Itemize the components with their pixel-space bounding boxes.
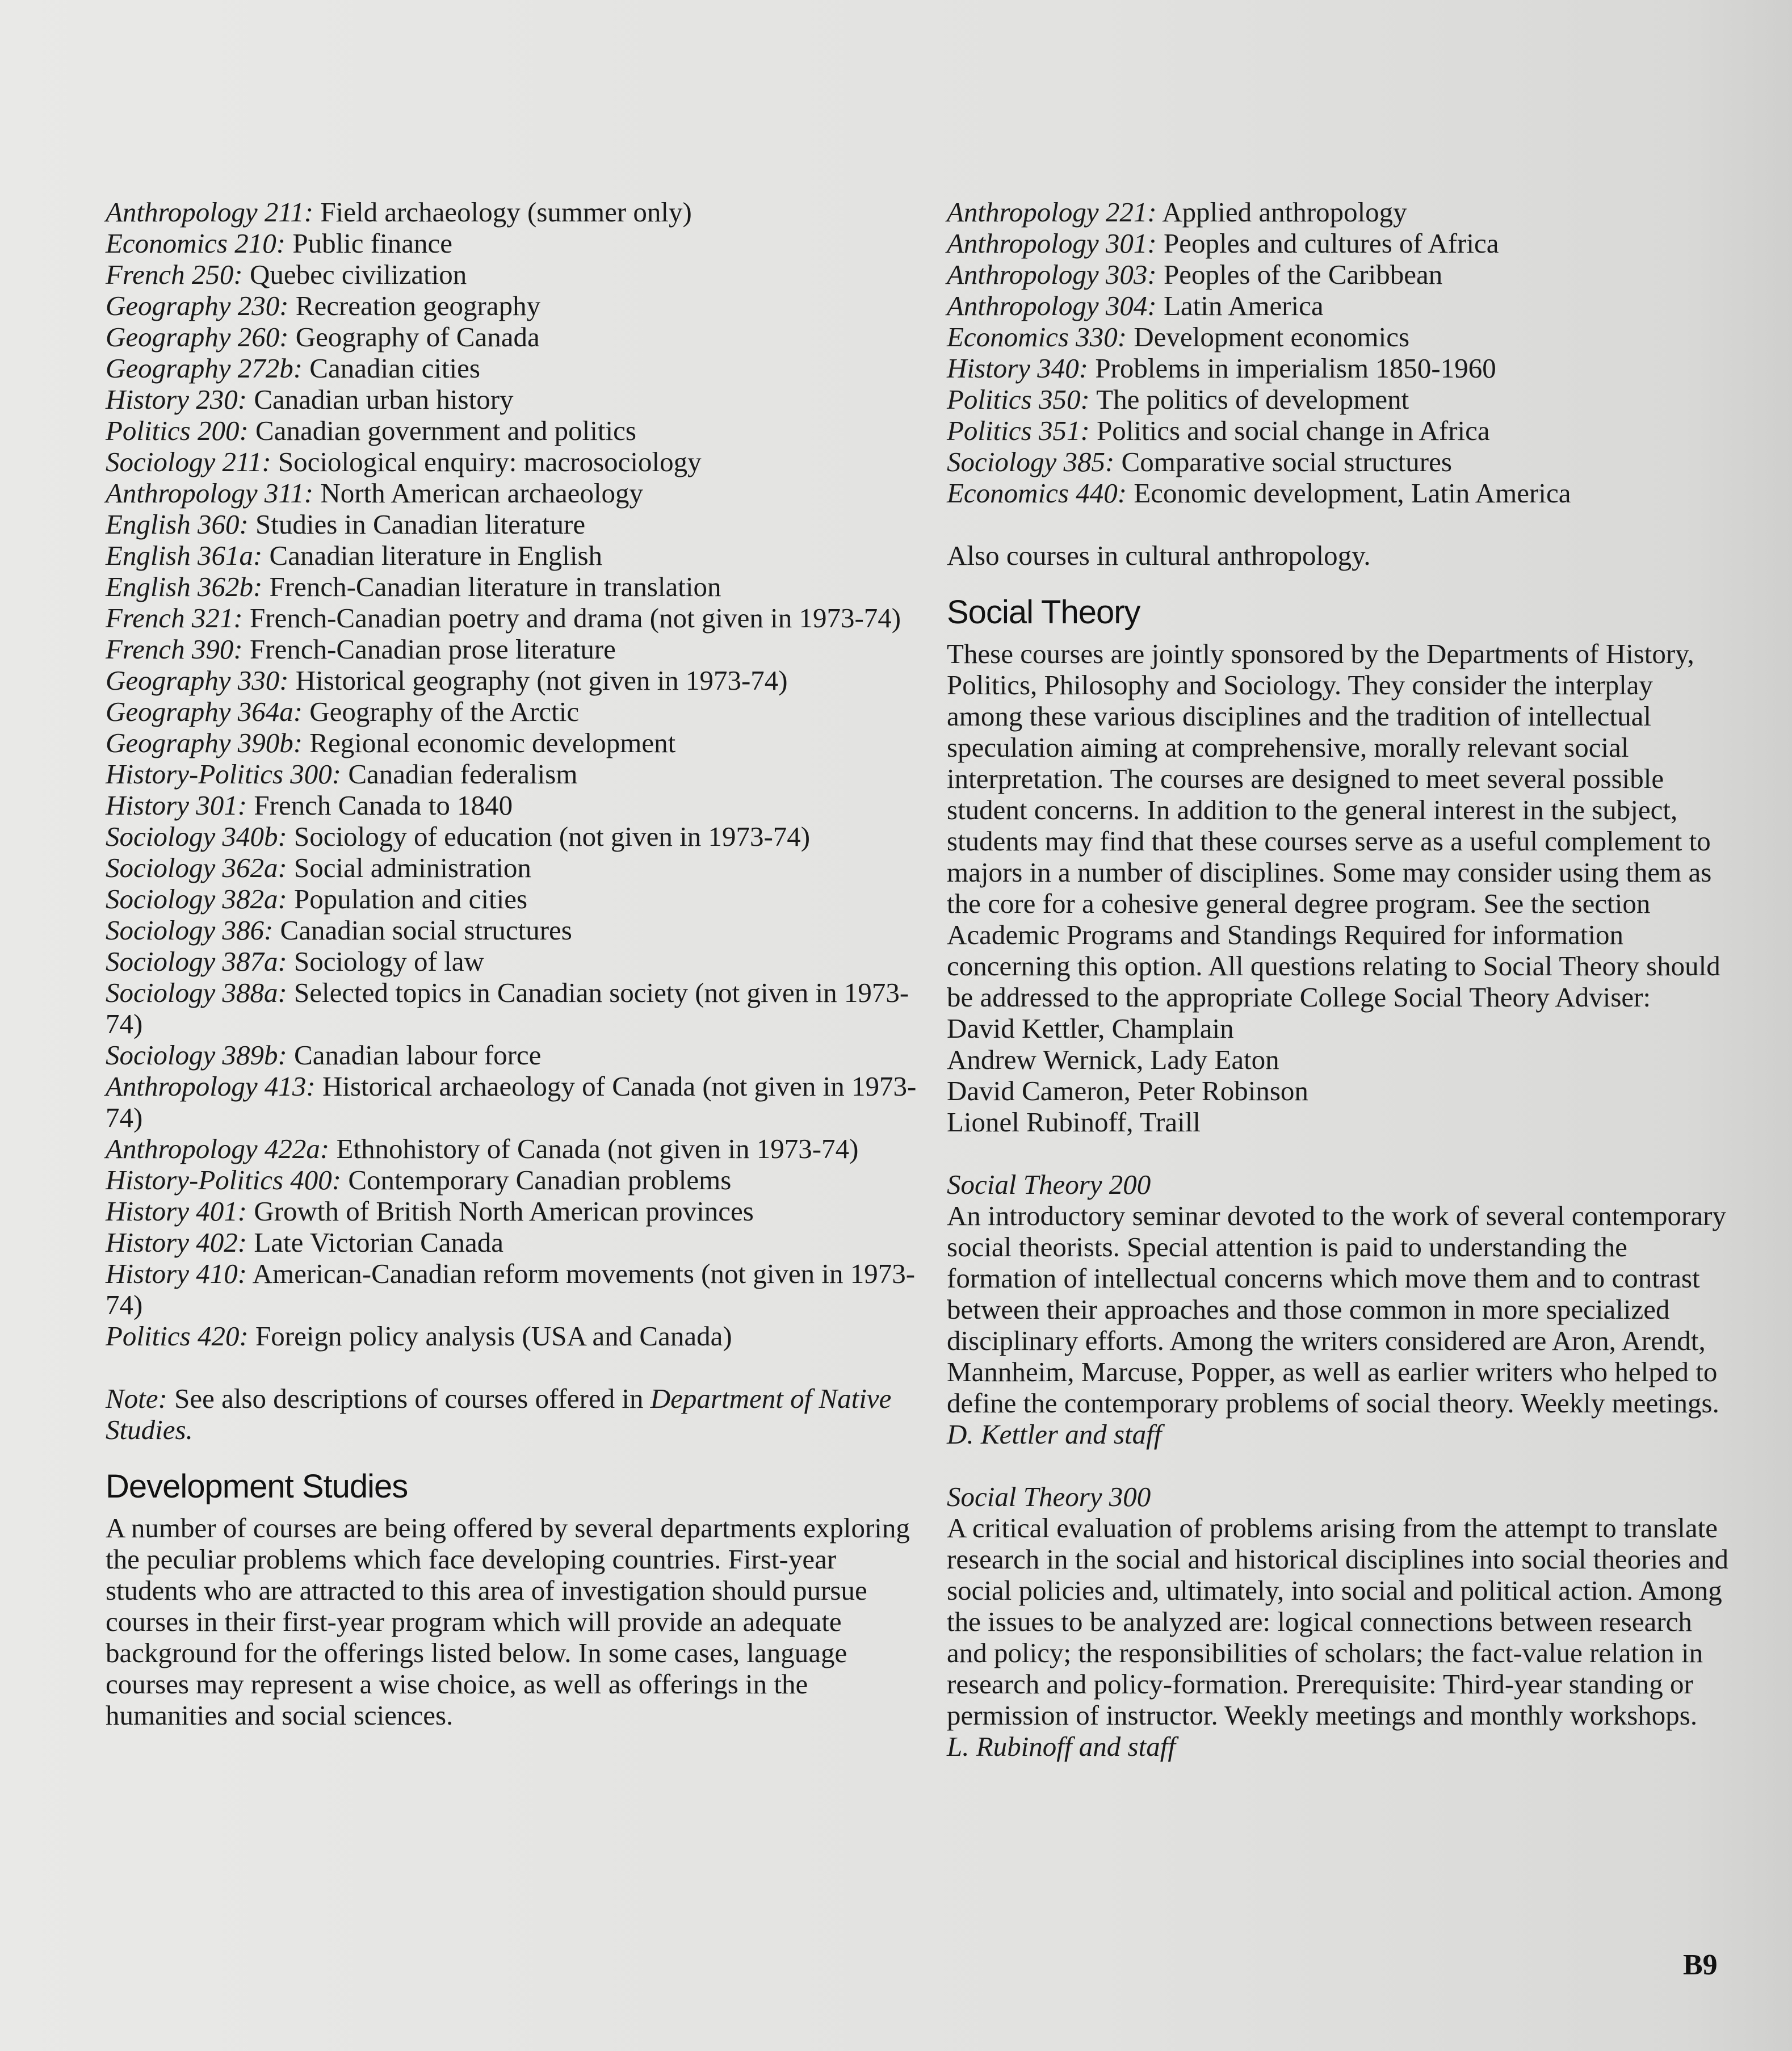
course-code: Sociology 386: xyxy=(106,915,274,946)
course-code: French 390: xyxy=(106,634,243,665)
course-description-title: Social Theory 200 xyxy=(947,1169,1151,1200)
course-title: Ethnohistory of Canada (not given in 1973-74) xyxy=(336,1133,859,1164)
course-entry xyxy=(947,415,1730,446)
course-entry xyxy=(106,353,917,384)
development-studies-heading: Development Studies xyxy=(106,1468,408,1505)
course-code: Anthropology 301: xyxy=(947,228,1157,259)
course-instructor: L. Rubinoff and staff xyxy=(947,1731,1176,1762)
course-title: Quebec civilization xyxy=(250,259,467,290)
course-code: Geography 390b: xyxy=(106,727,303,758)
course-entry xyxy=(947,477,1730,509)
course-entry xyxy=(106,727,917,758)
course-code: Sociology 387a: xyxy=(106,946,287,977)
course-entry xyxy=(106,665,917,696)
course-code: Anthropology 221: xyxy=(947,196,1157,228)
course-code: History 340: xyxy=(947,353,1089,384)
course-title: Selected topics in Canadian society (not given in 1973-74) xyxy=(106,977,909,1039)
course-description xyxy=(947,1481,1730,1762)
course-entry xyxy=(106,696,917,727)
course-entry xyxy=(106,259,917,290)
course-title: Growth of British North American provinces xyxy=(254,1196,754,1227)
course-title: Canadian federalism xyxy=(348,758,578,790)
course-title: North American archaeology xyxy=(320,477,644,509)
course-title: Development economics xyxy=(1134,321,1410,353)
course-entry xyxy=(106,228,917,259)
spacer xyxy=(106,1352,917,1383)
course-title: Field archaeology (summer only) xyxy=(320,196,692,228)
right-course-list xyxy=(947,196,1730,509)
course-entry xyxy=(106,883,917,915)
left-course-list xyxy=(106,196,917,1352)
course-entry xyxy=(106,1071,917,1133)
course-entry xyxy=(947,384,1730,415)
course-entry xyxy=(106,571,917,602)
course-title: American-Canadian reform movements (not given in 1973-74) xyxy=(106,1258,916,1320)
course-code: Anthropology 304: xyxy=(947,290,1157,321)
course-title: Canadian urban history xyxy=(254,384,514,415)
course-title: Contemporary Canadian problems xyxy=(348,1164,732,1196)
course-entry xyxy=(106,1196,917,1227)
course-code: Geography 330: xyxy=(106,665,289,696)
course-entry xyxy=(106,290,917,321)
course-entry xyxy=(106,758,917,790)
course-code: History 402: xyxy=(106,1227,247,1258)
course-title: Canadian literature in English xyxy=(269,540,603,571)
course-title: Canadian social structures xyxy=(280,915,572,946)
course-code: French 321: xyxy=(106,602,243,634)
course-title: Canadian labour force xyxy=(294,1039,542,1071)
course-title: Sociology of education (not given in 1973-74) xyxy=(294,821,811,852)
course-title: French-Canadian literature in translation xyxy=(269,571,721,602)
course-code: History 301: xyxy=(106,790,247,821)
course-title: Recreation geography xyxy=(295,290,541,321)
development-studies-text: A number of courses are being offered by several departments exploring the peculiar problems which face developing countries. First-year students who are attracted to this area of investigation should pursue courses in their first-year program which will provide an adequate background for the offerings listed below. In some cases, language courses may represent a wise choice, as well as offerings in the humanities and social sciences. xyxy=(106,1512,910,1731)
course-title: French-Canadian poetry and drama (not given in 1973-74) xyxy=(250,602,901,634)
course-entry xyxy=(106,1164,917,1196)
course-code: Sociology 382a: xyxy=(106,883,287,915)
course-code: English 360: xyxy=(106,509,249,540)
course-code: Politics 350: xyxy=(947,384,1090,415)
course-entry xyxy=(947,446,1730,477)
right-column xyxy=(947,196,1730,1762)
course-code: Anthropology 311: xyxy=(106,477,314,509)
note-label: Note: xyxy=(106,1383,167,1414)
adviser-name: David Kettler, Champlain xyxy=(947,1013,1234,1044)
course-code: Sociology 389b: xyxy=(106,1039,287,1071)
course-title: Peoples and cultures of Africa xyxy=(1163,228,1499,259)
course-title: French-Canadian prose literature xyxy=(250,634,616,665)
course-title: Social administration xyxy=(294,852,531,883)
course-code: Sociology 385: xyxy=(947,446,1115,477)
course-code: English 361a: xyxy=(106,540,263,571)
left-column xyxy=(106,196,917,1731)
course-title: Sociological enquiry: macrosociology xyxy=(278,446,702,477)
course-entry xyxy=(106,477,917,509)
course-entry xyxy=(947,228,1730,259)
course-title: Regional economic development xyxy=(309,727,676,758)
course-title: Historical archaeology of Canada (not given in 1973-74) xyxy=(106,1071,917,1133)
spacer xyxy=(947,1450,1730,1481)
course-entry xyxy=(106,1133,917,1164)
social-theory-heading: Social Theory xyxy=(947,594,1140,631)
course-entry xyxy=(106,977,917,1039)
course-instructor: D. Kettler and staff xyxy=(947,1419,1162,1450)
course-title: Late Victorian Canada xyxy=(254,1227,504,1258)
course-entry xyxy=(106,852,917,883)
course-title: Politics and social change in Africa xyxy=(1097,415,1490,446)
course-code: Geography 230: xyxy=(106,290,289,321)
course-entry xyxy=(947,196,1730,228)
course-title: Latin America xyxy=(1163,290,1324,321)
course-title: The politics of development xyxy=(1096,384,1409,415)
course-code: Anthropology 413: xyxy=(106,1071,316,1102)
course-title: Historical geography (not given in 1973-74) xyxy=(295,665,788,696)
course-code: Geography 364a: xyxy=(106,696,303,727)
course-code: Sociology 362a: xyxy=(106,852,287,883)
page-number: B9 xyxy=(1683,1949,1718,1981)
course-title: Studies in Canadian literature xyxy=(255,509,586,540)
course-entry xyxy=(947,259,1730,290)
course-code: History 401: xyxy=(106,1196,247,1227)
course-code: Anthropology 422a: xyxy=(106,1133,330,1164)
course-code: History 230: xyxy=(106,384,247,415)
course-description-text: An introductory seminar devoted to the work of several contemporary social theorists. Special attention is paid to understanding the formation of intellectual concerns which move them and to contrast between their approaches and those common in more specialized disciplinary efforts. Among the writers considered are Aron, Arendt, Mannheim, Marcuse, Popper, as well as earlier writers who helped to define the contemporary problems of social theory. Weekly meetings. xyxy=(947,1200,1726,1419)
course-code: English 362b: xyxy=(106,571,263,602)
course-title: Public finance xyxy=(292,228,452,259)
course-code: Sociology 211: xyxy=(106,446,271,477)
course-code: Politics 420: xyxy=(106,1320,249,1352)
course-entry xyxy=(947,321,1730,353)
course-title: Peoples of the Caribbean xyxy=(1163,259,1443,290)
course-title: Geography of Canada xyxy=(295,321,540,353)
course-code: Politics 351: xyxy=(947,415,1090,446)
course-description-title: Social Theory 300 xyxy=(947,1481,1151,1512)
course-code: History-Politics 400: xyxy=(106,1164,342,1196)
course-title: Problems in imperialism 1850-1960 xyxy=(1095,353,1496,384)
course-code: Sociology 340b: xyxy=(106,821,287,852)
course-code: French 250: xyxy=(106,259,243,290)
course-title: Canadian cities xyxy=(309,353,480,384)
course-code: Geography 260: xyxy=(106,321,289,353)
course-description xyxy=(947,1169,1730,1450)
course-title: French Canada to 1840 xyxy=(254,790,513,821)
course-entry xyxy=(106,321,917,353)
course-title: Applied anthropology xyxy=(1162,196,1407,228)
course-entry xyxy=(106,634,917,665)
course-code: History-Politics 300: xyxy=(106,758,342,790)
course-title: Geography of the Arctic xyxy=(309,696,580,727)
adviser-list xyxy=(947,1013,1730,1138)
adviser-name: David Cameron, Peter Robinson xyxy=(947,1075,1308,1106)
course-title: Economic development, Latin America xyxy=(1134,477,1571,509)
course-entry xyxy=(106,540,917,571)
course-title: Canadian government and politics xyxy=(255,415,636,446)
course-entry xyxy=(106,1227,917,1258)
course-code: Economics 330: xyxy=(947,321,1127,353)
course-code: Politics 200: xyxy=(106,415,249,446)
course-code: Anthropology 211: xyxy=(106,196,314,228)
course-entry xyxy=(947,353,1730,384)
course-code: Geography 272b: xyxy=(106,353,303,384)
course-entry xyxy=(106,415,917,446)
course-entry xyxy=(106,1320,917,1352)
course-code: Economics 210: xyxy=(106,228,286,259)
course-title: Foreign policy analysis (USA and Canada) xyxy=(255,1320,732,1352)
course-entry xyxy=(106,509,917,540)
course-code: Anthropology 303: xyxy=(947,259,1157,290)
course-code: Sociology 388a: xyxy=(106,977,287,1008)
spacer xyxy=(947,509,1730,540)
course-entry xyxy=(106,446,917,477)
course-entry xyxy=(106,384,917,415)
course-description-text: A critical evaluation of problems arising from the attempt to translate research in the social and historical disciplines into social theories and social policies and, ultimately, into social and political action. Among the issues to be analyzed are: logical connections between research and policy; the responsibilities of scholars; the fact-value relation in research and policy-formation. Prerequisite: Third-year standing or permission of instructor. Weekly meetings and monthly workshops. xyxy=(947,1512,1729,1731)
adviser-name: Lionel Rubinoff, Traill xyxy=(947,1106,1201,1138)
course-entry xyxy=(106,1258,917,1320)
course-entry xyxy=(106,915,917,946)
course-title: Population and cities xyxy=(294,883,528,915)
course-code: Economics 440: xyxy=(947,477,1127,509)
course-entry xyxy=(106,946,917,977)
native-studies-note xyxy=(106,1383,917,1445)
course-entry xyxy=(106,196,917,228)
course-title: Comparative social structures xyxy=(1121,446,1452,477)
course-entry xyxy=(106,602,917,634)
course-title: Sociology of law xyxy=(294,946,484,977)
course-entry xyxy=(947,290,1730,321)
course-entry xyxy=(106,1039,917,1071)
note-reference: Department of Native Studies. xyxy=(106,1383,892,1445)
note-text: See also descriptions of courses offered in xyxy=(174,1383,644,1414)
spacer xyxy=(947,1138,1730,1169)
course-entry xyxy=(106,790,917,821)
course-code: History 410: xyxy=(106,1258,247,1289)
social-theory-intro: These courses are jointly sponsored by the Departments of History, Politics, Philosophy and Sociology. They consider the interplay among these various disciplines and the tradition of intellectual speculation aiming at comprehensive, morally relevant social interpretation. The courses are designed to meet several possible student concerns. In addition to the general interest in the subject, students may find that these courses serve as a useful complement to majors in a number of disciplines. Some may consider using them as the core for a cohesive general degree program. See the section Academic Programs and Standings Required for information concerning this option. All questions relating to Social Theory should be addressed to the appropriate College Social Theory Adviser: xyxy=(947,638,1720,1013)
adviser-name: Andrew Wernick, Lady Eaton xyxy=(947,1044,1279,1075)
also-courses-text: Also courses in cultural anthropology. xyxy=(947,540,1371,571)
course-entry xyxy=(106,821,917,852)
